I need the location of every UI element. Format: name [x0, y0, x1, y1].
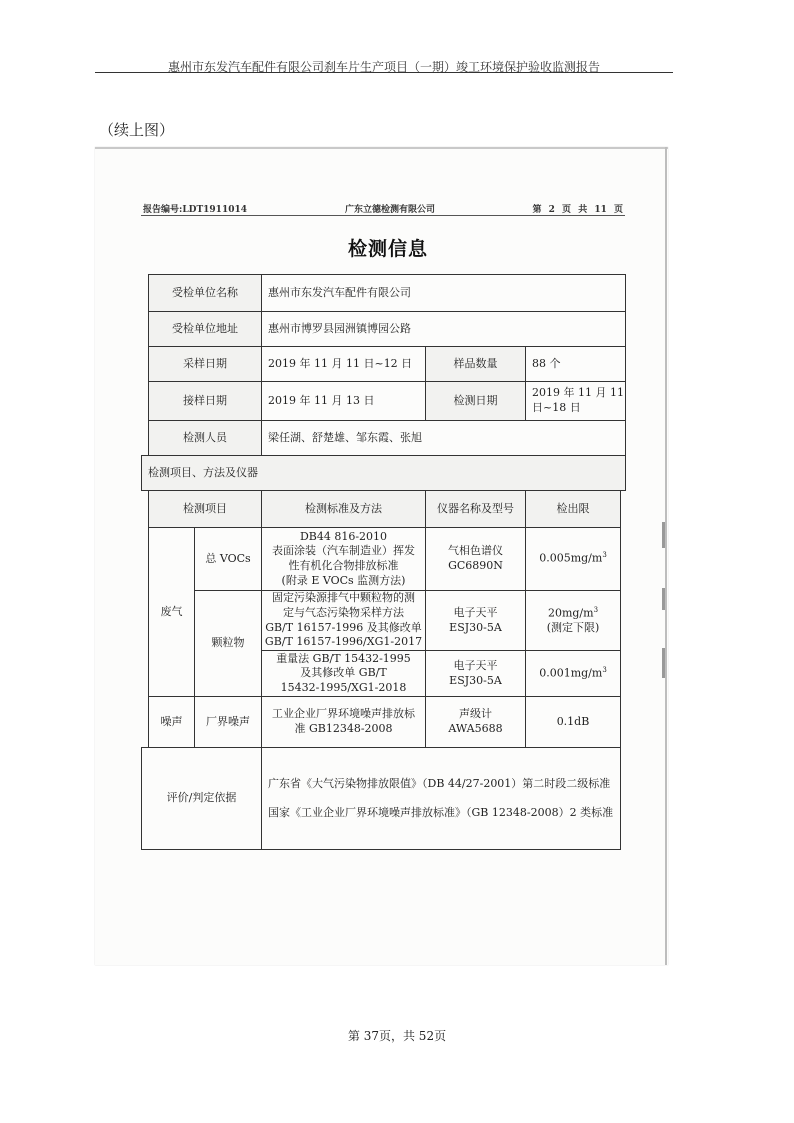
vocs-limit-exponent: 3 [602, 551, 607, 560]
particulate-limit-exponent: 3 [593, 605, 599, 614]
header-rule [95, 72, 673, 73]
evaluation-label: 评价/判定依据 [141, 747, 262, 850]
vocs-item: 总 VOCs [194, 527, 262, 591]
vocs-instrument-line: 气相色谱仪 [448, 544, 503, 558]
particulate-instrument-line: 电子天平 [453, 658, 498, 672]
evaluation-line: 国家《工业企业厂界环境噪声排放标准》（GB 12348-2008）2 类标准 [268, 805, 614, 819]
particulate-limit-value: 0.001mg/m [539, 666, 603, 680]
report-title: 检测信息 [347, 238, 428, 260]
noise-standard-line: 工业企业厂界环境噪声排放标 [272, 707, 415, 721]
lab-name: 广东立德检测有限公司 [344, 205, 435, 215]
test-date-line: 2019 年 11 月 11 [532, 386, 624, 400]
sample-count-label: 样品数量 [425, 346, 526, 382]
particulate-limit-note: (测定下限) [546, 620, 600, 634]
client-name-label: 受检单位名称 [148, 274, 262, 312]
noise-instrument [425, 696, 526, 748]
col-header-standard: 检测标准及方法 [261, 490, 426, 528]
report-header-rule [141, 215, 625, 216]
receipt-date-label: 接样日期 [148, 381, 262, 421]
page-number: 第 37页，共 52页 [347, 1029, 447, 1043]
client-name-value: 惠州市东发汽车配件有限公司 [261, 274, 626, 312]
test-date-value [525, 381, 626, 421]
running-header-title: 惠州市东发汽车配件有限公司刹车片生产项目（一期）竣工环境保护验收监测报告 [167, 60, 600, 74]
scan-top-edge [95, 147, 668, 149]
particulate-standard-line: 固定污染源排气中颗粒物的测 [272, 591, 415, 605]
vocs-standard-line: (附录 E VOCs 监测方法) [281, 573, 406, 587]
methods-section-label: 检测项目、方法及仪器 [141, 455, 626, 491]
particulate-standard-1 [261, 590, 426, 651]
vocs-limit-value: 0.005mg/m [539, 552, 603, 566]
particulate-instrument-1 [425, 590, 526, 651]
scan-binding-mark [662, 648, 665, 678]
col-header-item: 检测项目 [148, 490, 262, 528]
particulate-instrument-2 [425, 650, 526, 697]
vocs-instrument-line: GC6890N [448, 559, 503, 572]
sampling-date-value: 2019 年 11 月 11 日~12 日 [261, 346, 426, 382]
particulate-limit-exponent: 3 [602, 665, 607, 674]
evaluation-basis [261, 747, 621, 850]
particulate-item: 颗粒物 [194, 590, 262, 697]
evaluation-line: 广东省《大气污染物排放限值》（DB 44/27-2001）第二时段二级标准 [268, 776, 611, 790]
particulate-standard-line: 重量法 GB/T 15432-1995 [276, 651, 411, 665]
noise-standard [261, 696, 426, 748]
noise-item: 厂界噪声 [194, 696, 262, 748]
sample-count-value: 88 个 [525, 346, 626, 382]
particulate-instrument-line: ESJ30-5A [449, 673, 502, 687]
particulate-standard-line: 及其修改单 GB/T [300, 666, 387, 680]
report-page-info: 第 2 页 共 11 页 [532, 205, 623, 215]
col-header-instrument: 仪器名称及型号 [425, 490, 526, 528]
particulate-standard-line: 定与气态污染物采样方法 [283, 605, 404, 619]
particulate-standard-line: 15432-1995/XG1-2018 [280, 680, 407, 694]
particulate-standard-2 [261, 650, 426, 697]
noise-instrument-line: 声级计 [458, 707, 492, 721]
figure-caption: （续上图） [99, 121, 175, 139]
noise-instrument-line: AWA5688 [448, 722, 503, 735]
particulate-instrument-line: ESJ30-5A [449, 620, 502, 634]
vocs-standard-line: 表面涂装（汽车制造业）挥发 [272, 544, 415, 558]
col-header-limit: 检出限 [525, 490, 621, 528]
sampling-date-label: 采样日期 [148, 346, 262, 382]
category-waste-gas: 废气 [148, 527, 195, 697]
vocs-instrument [425, 527, 526, 591]
vocs-standard-line: 性有机化合物排放标准 [288, 559, 399, 572]
test-date-label: 检测日期 [425, 381, 526, 421]
scan-right-edge [665, 147, 667, 965]
particulate-standard-line: GB/T 16157-1996/XG1-2017 [264, 635, 423, 649]
report-number: 报告编号:LDT1911014 [143, 205, 247, 215]
receipt-date-value: 2019 年 11 月 13 日 [261, 381, 426, 421]
particulate-instrument-line: 电子天平 [453, 605, 498, 619]
inspectors-value: 梁任湖、舒楚雄、邹东霞、张旭 [261, 420, 626, 456]
noise-limit: 0.1dB [525, 696, 621, 748]
particulate-limit-value: 20mg/m [547, 606, 594, 620]
vocs-limit [525, 527, 621, 591]
particulate-limit-1 [525, 590, 621, 651]
scan-binding-mark [662, 588, 665, 610]
client-address-value: 惠州市博罗县园洲镇博园公路 [261, 311, 626, 347]
vocs-standard [261, 527, 426, 591]
client-address-label: 受检单位地址 [148, 311, 262, 347]
particulate-limit-2 [525, 650, 621, 697]
vocs-standard-line: DB44 816-2010 [299, 529, 388, 543]
scan-binding-mark [662, 522, 665, 548]
category-noise: 噪声 [148, 696, 195, 748]
noise-standard-line: 准 GB12348-2008 [294, 722, 393, 735]
test-date-line: 日~18 日 [532, 401, 581, 414]
inspectors-label: 检测人员 [148, 420, 262, 456]
particulate-standard-line: GB/T 16157-1996 及其修改单 [265, 620, 422, 634]
